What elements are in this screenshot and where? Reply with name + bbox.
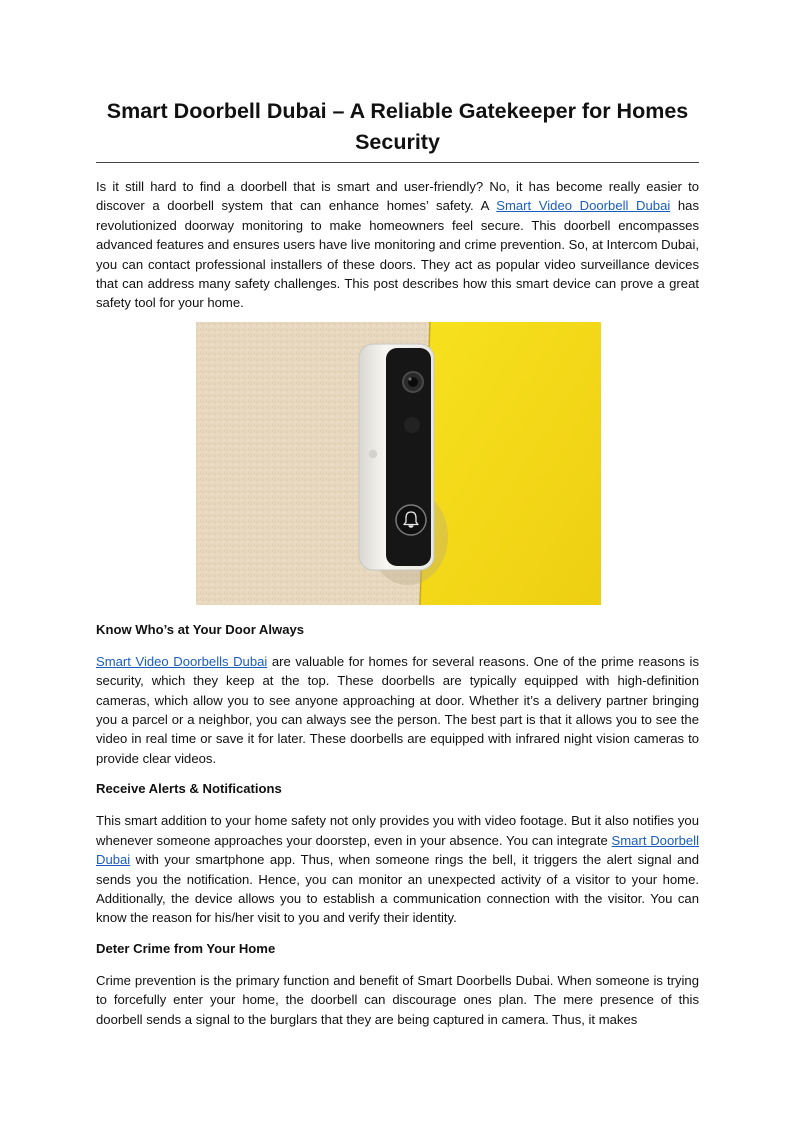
intro-paragraph [96,177,699,313]
section-heading-know: Know Who’s at Your Door Always [96,621,305,637]
bell-button [396,505,426,535]
document-page [96,96,699,1029]
intro-text-end: has revolutionized doorway monitoring to make homeowners feel secure. This doorbell encompasses advanced features and ensures users have live monitoring and crime prevention. So, at Intercom Dubai, you can contact professional installers of these doors. They act as popular video surveillance devices that can address many safety challenges. This post describes how this smart device can prove a great safety tool for your home. [96,198,700,311]
section-heading-alerts: Receive Alerts & Notifications [96,781,282,797]
doorbell-photo [196,322,601,605]
section-text-know: are valuable for homes for several reasons. One of the prime reasons is security, which they keep at the top. These doorbells are typically equipped with high-definition cameras, which allow you to see anyone approaching at door. Whether it’s a delivery partner bringing you a parcel or a neighbor, you can always see the person. The best part is that it allows you to see the video in real time or save it for later. These doorbells are equipped with infrared night vision cameras to provide clear videos. [96,653,700,766]
alerts-text-end: with your smartphone app. Thus, when someone rings the bell, it triggers the alert signal and sends you the notification. Hence, you can monitor an unexpected activity of a visitor to your home. Additionally, the device allows you to establish a communication connection with the visitor. You can know the reason for his/her visit to you and verify their identity. [96,852,699,926]
yellow-wall [420,322,601,605]
smart-doorbell [359,344,434,570]
section-paragraph-know [96,652,699,768]
page-title: Smart Doorbell Dubai – A Reliable Gatekeeper for Homes Security [96,96,699,163]
section-heading-crime: Deter Crime from Your Home [96,940,276,956]
section-paragraph-alerts [96,811,699,927]
smart-video-doorbell-dubai-link[interactable]: Smart Video Doorbell Dubai [496,198,671,214]
smart-doorbell-dubai-link[interactable]: Smart Doorbell Dubai [96,832,699,868]
smart-video-doorbells-dubai-link[interactable]: Smart Video Doorbells Dubai [96,653,268,669]
sensor-icon [404,417,420,433]
section-paragraph-crime: Crime prevention is the primary function and benefit of Smart Doorbells Dubai. When someone is trying to forcefully enter your home, the doorbell can discourage ones plan. The mere presence of this doorbell sends a signal to the burglars that they are being captured in camera. Thus, it makes [96,972,699,1027]
intro-text-start: Is it still hard to find a doorbell that is smart and user-friendly? No, it has become really easier to discover a doorbell system that can enhance homes’ safety. A [96,179,699,214]
alerts-text-start: This smart addition to your home safety not only provides you with video footage. But it also notifies you whenever someone approaches your doorstep, even in your absence. You can integrate [96,813,699,848]
